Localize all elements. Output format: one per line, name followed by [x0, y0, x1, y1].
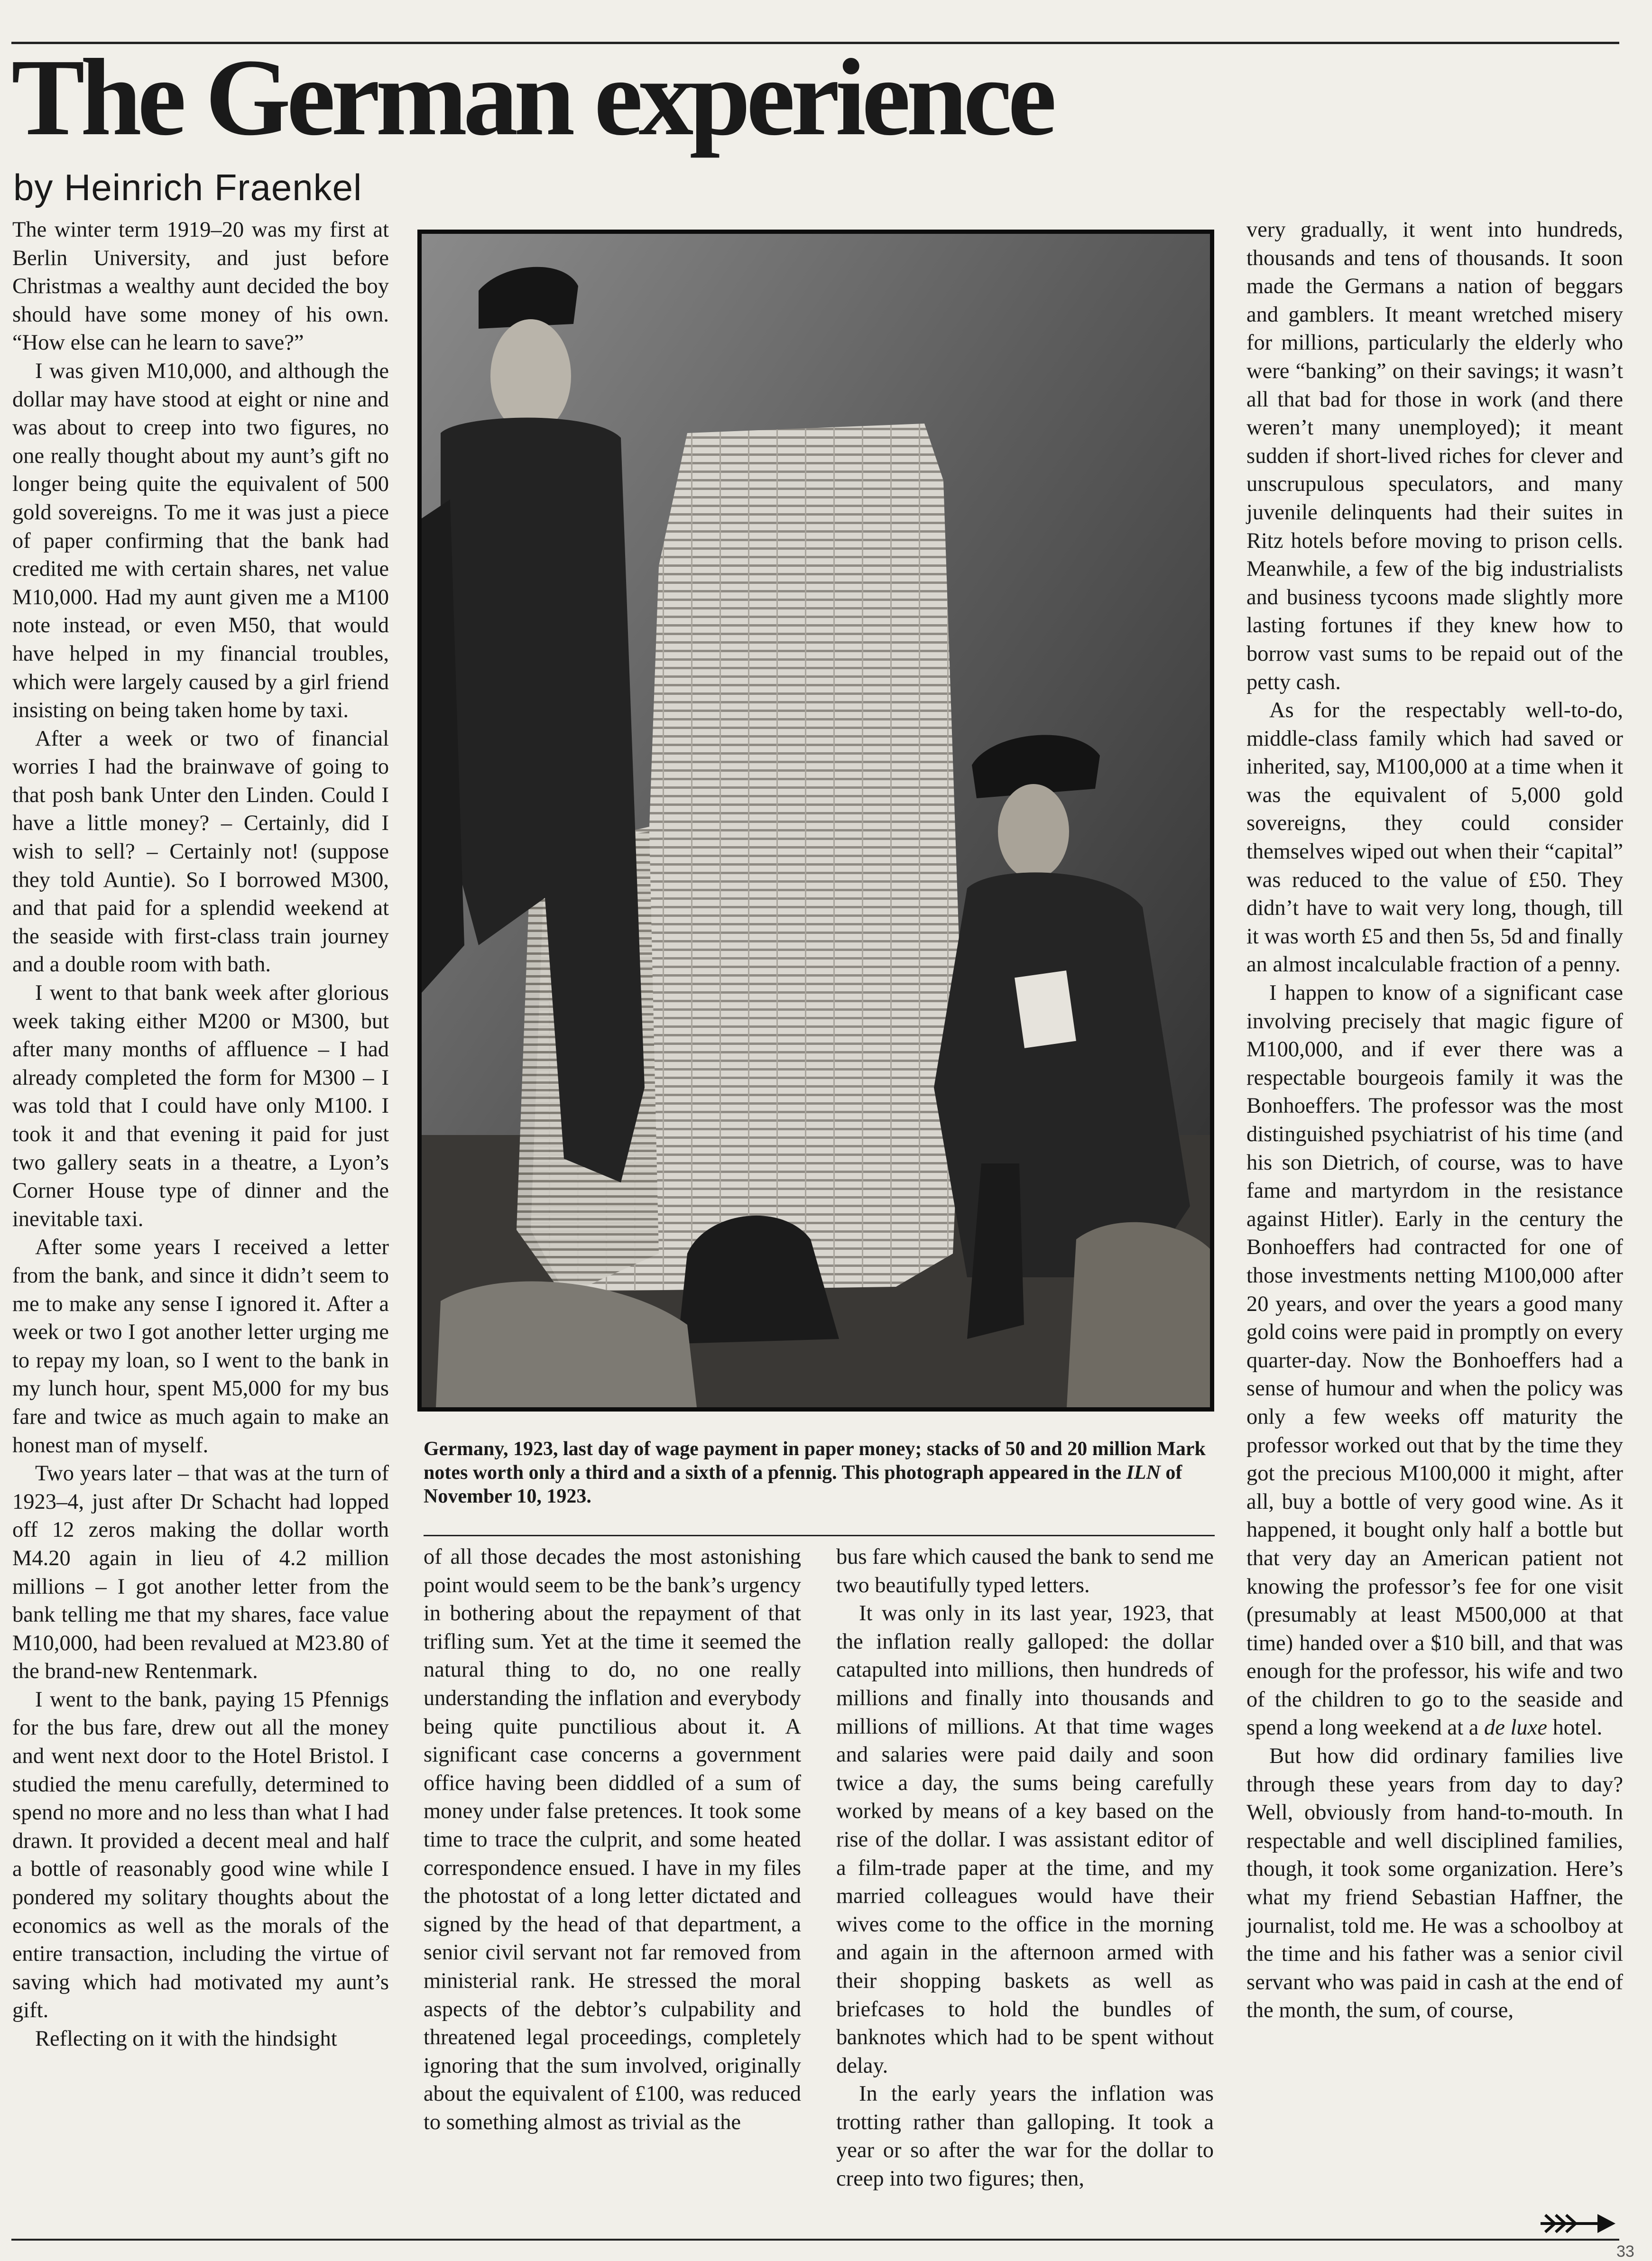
paragraph: Reflecting on it with the hindsight [35, 2027, 337, 2051]
paragraph: bus fare which caused the bank to send me two beautifully typed letters. [836, 1545, 1214, 1597]
photograph-icon [422, 234, 1210, 1407]
photo-caption [424, 1437, 1211, 1508]
column-3 [836, 1543, 1214, 2193]
bottom-rule [11, 2239, 1619, 2241]
paragraph: It was only in its last year, 1923, that the inflation really galloped: the dollar catapulted into millions, then hundreds of millions and finally into thousands and millions of millions. At that time wages and salaries were paid daily and soon twice a day, the sums being carefully worked by means of a key based on the rise of the dollar. I was assistant editor of a film-trade paper at the time, and my married colleagues would have their wives come to the office in the morning and again in the afternoon armed with their shopping baskets as well as briefcases to hold the bundles of banknotes which had to be spent without delay. [836, 1601, 1214, 2078]
paragraph-text: I happen to know of a significant case involving precisely that magic figure of M100,000, and if ever there was a respectable bourgeois family it was the Bonhoeffers. The professor was the most distinguished psychiatrist of his time (and his son Dietrich, of course, was to have fame and martyrdom in the resistance against Hitler). Early in the century the Bonhoeffers had contracted for one of those investments netting M100,000 after 20 years, and over the years a good many gold coins were paid in promptly on every quarter-day. Now the Bonhoeffers had a sense of humour and when the policy was only a few weeks off maturity the professor worked out that by the time they got the precious M100,000 it might, after all, buy a bottle of very good wine. As it happened, it bought only half a bottle but that very day an American patient not knowing the professor’s fee for one visit (presumably at least M500,000 at that time) handed over a $10 bill, and that was enough for the professor, his wife and two of the children to go to the seaside and spend a long weekend at a [1246, 981, 1623, 1740]
paragraph: The winter term 1919–20 was my first at Berlin University, and just before Christmas a wealthy aunt decided the boy should have some money of his own. “How else can he learn to save?” [12, 218, 389, 355]
paragraph: I went to that bank week after glorious week taking either M200 or M300, but after many months of affluence – I had already completed the form for M300 – I was told that I could have only M100. I took it and that evening it paid for just two gallery seats in a theatre, a Lyon’s Corner House type of dinner and the inevitable taxi. [12, 981, 389, 1231]
paragraph: After a week or two of financial worries I had the brainwave of going to that posh bank Unter den Linden. Could I have a little money? – Certainly, did I wish to sell? – Certainly not! (suppose they told Auntie). So I borrowed M300, and that paid for a splendid weekend at the seaside with first-class train journey and a double room with bath. [12, 726, 389, 977]
paragraph: In the early years the inflation was trotting rather than galloping. It took a year or so after the war for the dollar to creep into two figures; then, [836, 2082, 1214, 2191]
column-4 [1246, 216, 1623, 2025]
paragraph: I was given M10,000, and although the dollar may have stood at eight or nine and was about to creep into two figures, no one really thought about my aunt’s gift no longer being quite the equivalent of 500 gold sovereigns. To me it was just a piece of paper confirming that the bank had credited me with certain shares, net value M10,000. Had my aunt given me a M100 note instead, or even M50, that would have helped in my financial troubles, which were largely caused by a girl friend insisting on being taken home by taxi. [12, 359, 389, 723]
photograph [417, 230, 1214, 1412]
column-1 [12, 216, 389, 2053]
paragraph-text-end: hotel. [1552, 1716, 1603, 1740]
paragraph: very gradually, it went into hundreds, thousands and tens of thousands. It soon made the Germans a nation of beggars and gamblers. It meant wretched misery for millions, particularly the elderly who were “banking” on their savings; it wasn’t all that bad for those in work (and there weren’t many unemployed); it meant sudden if short-lived riches for clever and unscrupulous speculators, and many juvenile delinquents had their suites in Ritz hotels before moving to prison cells. Meanwhile, a few of the big industrialists and business tycoons made slightly more lasting fortunes if they knew how to borrow vast sums to be repaid out of the petty cash. [1246, 218, 1623, 694]
paragraph: of all those decades the most astonishing point would seem to be the bank’s urgency in bothering about the repayment of that trifling sum. Yet at the time it seemed the natural thing to do, no one really understanding the inflation and everybody being quite punctilious about it. A significant case concerns a government office having been diddled of a sum of money under false pretences. It took some time to trace the culprit, and some heated correspondence ensued. I have in my files the photostat of a long letter dictated and signed by the head of that department, a senior civil servant not far removed from ministerial rank. He stressed the moral aspects of the debtor’s culpability and threatened legal proceedings, completely ignoring that the sum involved, originally about the equivalent of £100, was reduced to something almost as trivial as the [424, 1545, 801, 2134]
byline: by Heinrich Fraenkel [13, 166, 362, 208]
article-title: The German experience [11, 37, 1052, 158]
caption-publication: ILN [1126, 1462, 1161, 1484]
paragraph: I went to the bank, paying 15 Pfennigs for the bus fare, drew out all the money and went next door to the Hotel Bristol. I studied the menu carefully, determined to spend no more and no less than what I had drawn. It provided a decent meal and half a bottle of reasonably good wine while I pondered my solitary thoughts about the economics as well as the morals of the entire transaction, including the virtue of saving which had motivated my aunt’s gift. [12, 1687, 389, 2023]
italic-phrase: de luxe [1484, 1716, 1547, 1740]
paragraph [1246, 979, 1623, 1742]
continue-arrow-icon [1541, 2209, 1616, 2238]
paragraph: After some years I received a letter from the bank, and since it didn’t seem to me to make any sense I ignored it. After a week or two I got another letter urging me to repay my loan, so I went to the bank in my lunch hour, spent M5,000 for my bus fare and twice as much again to make an honest man of myself. [12, 1235, 389, 1458]
column-2 [424, 1543, 801, 2136]
caption-text: Germany, 1923, last day of wage payment in paper money; stacks of 50 and 20 million Mark notes worth only a third and a sixth of a pfennig. This photograph appeared in the [424, 1438, 1206, 1484]
paragraph: But how did ordinary families live through these years from day to day? Well, obviously from hand-to-mouth. In respectable and well disciplined families, though, it took some organization. Here’s what my friend Sebastian Haffner, the journalist, told me. He was a schoolboy at the time and his father was a senior civil servant who was paid in cash at the end of the month, the sum, of course, [1246, 1744, 1623, 2023]
column-rule [424, 1535, 1215, 1536]
caption-text-end: of November 10, 1923. [424, 1462, 1182, 1507]
paragraph: Two years later – that was at the turn of 1923–4, just after Dr Schacht had lopped off 12 zeros making the dollar worth M4.20 again in lieu of 4.2 million millions – I got another letter from the bank telling me that my shares, face value M10,000, had been revalued at M23.80 of the brand-new Rentenmark. [12, 1461, 389, 1684]
paragraph: As for the respectably well-to-do, middle-class family which had saved or inherited, say, M100,000 at a time when it was the equivalent of 5,000 gold sovereigns, they could consider themselves wiped out when their “capital” was reduced to the value of £50. They didn’t have to wait very long, though, till it was worth £5 and then 5s, 5d and finally an almost incalculable fraction of a penny. [1246, 698, 1623, 977]
page-number: 33 [1616, 2243, 1634, 2261]
